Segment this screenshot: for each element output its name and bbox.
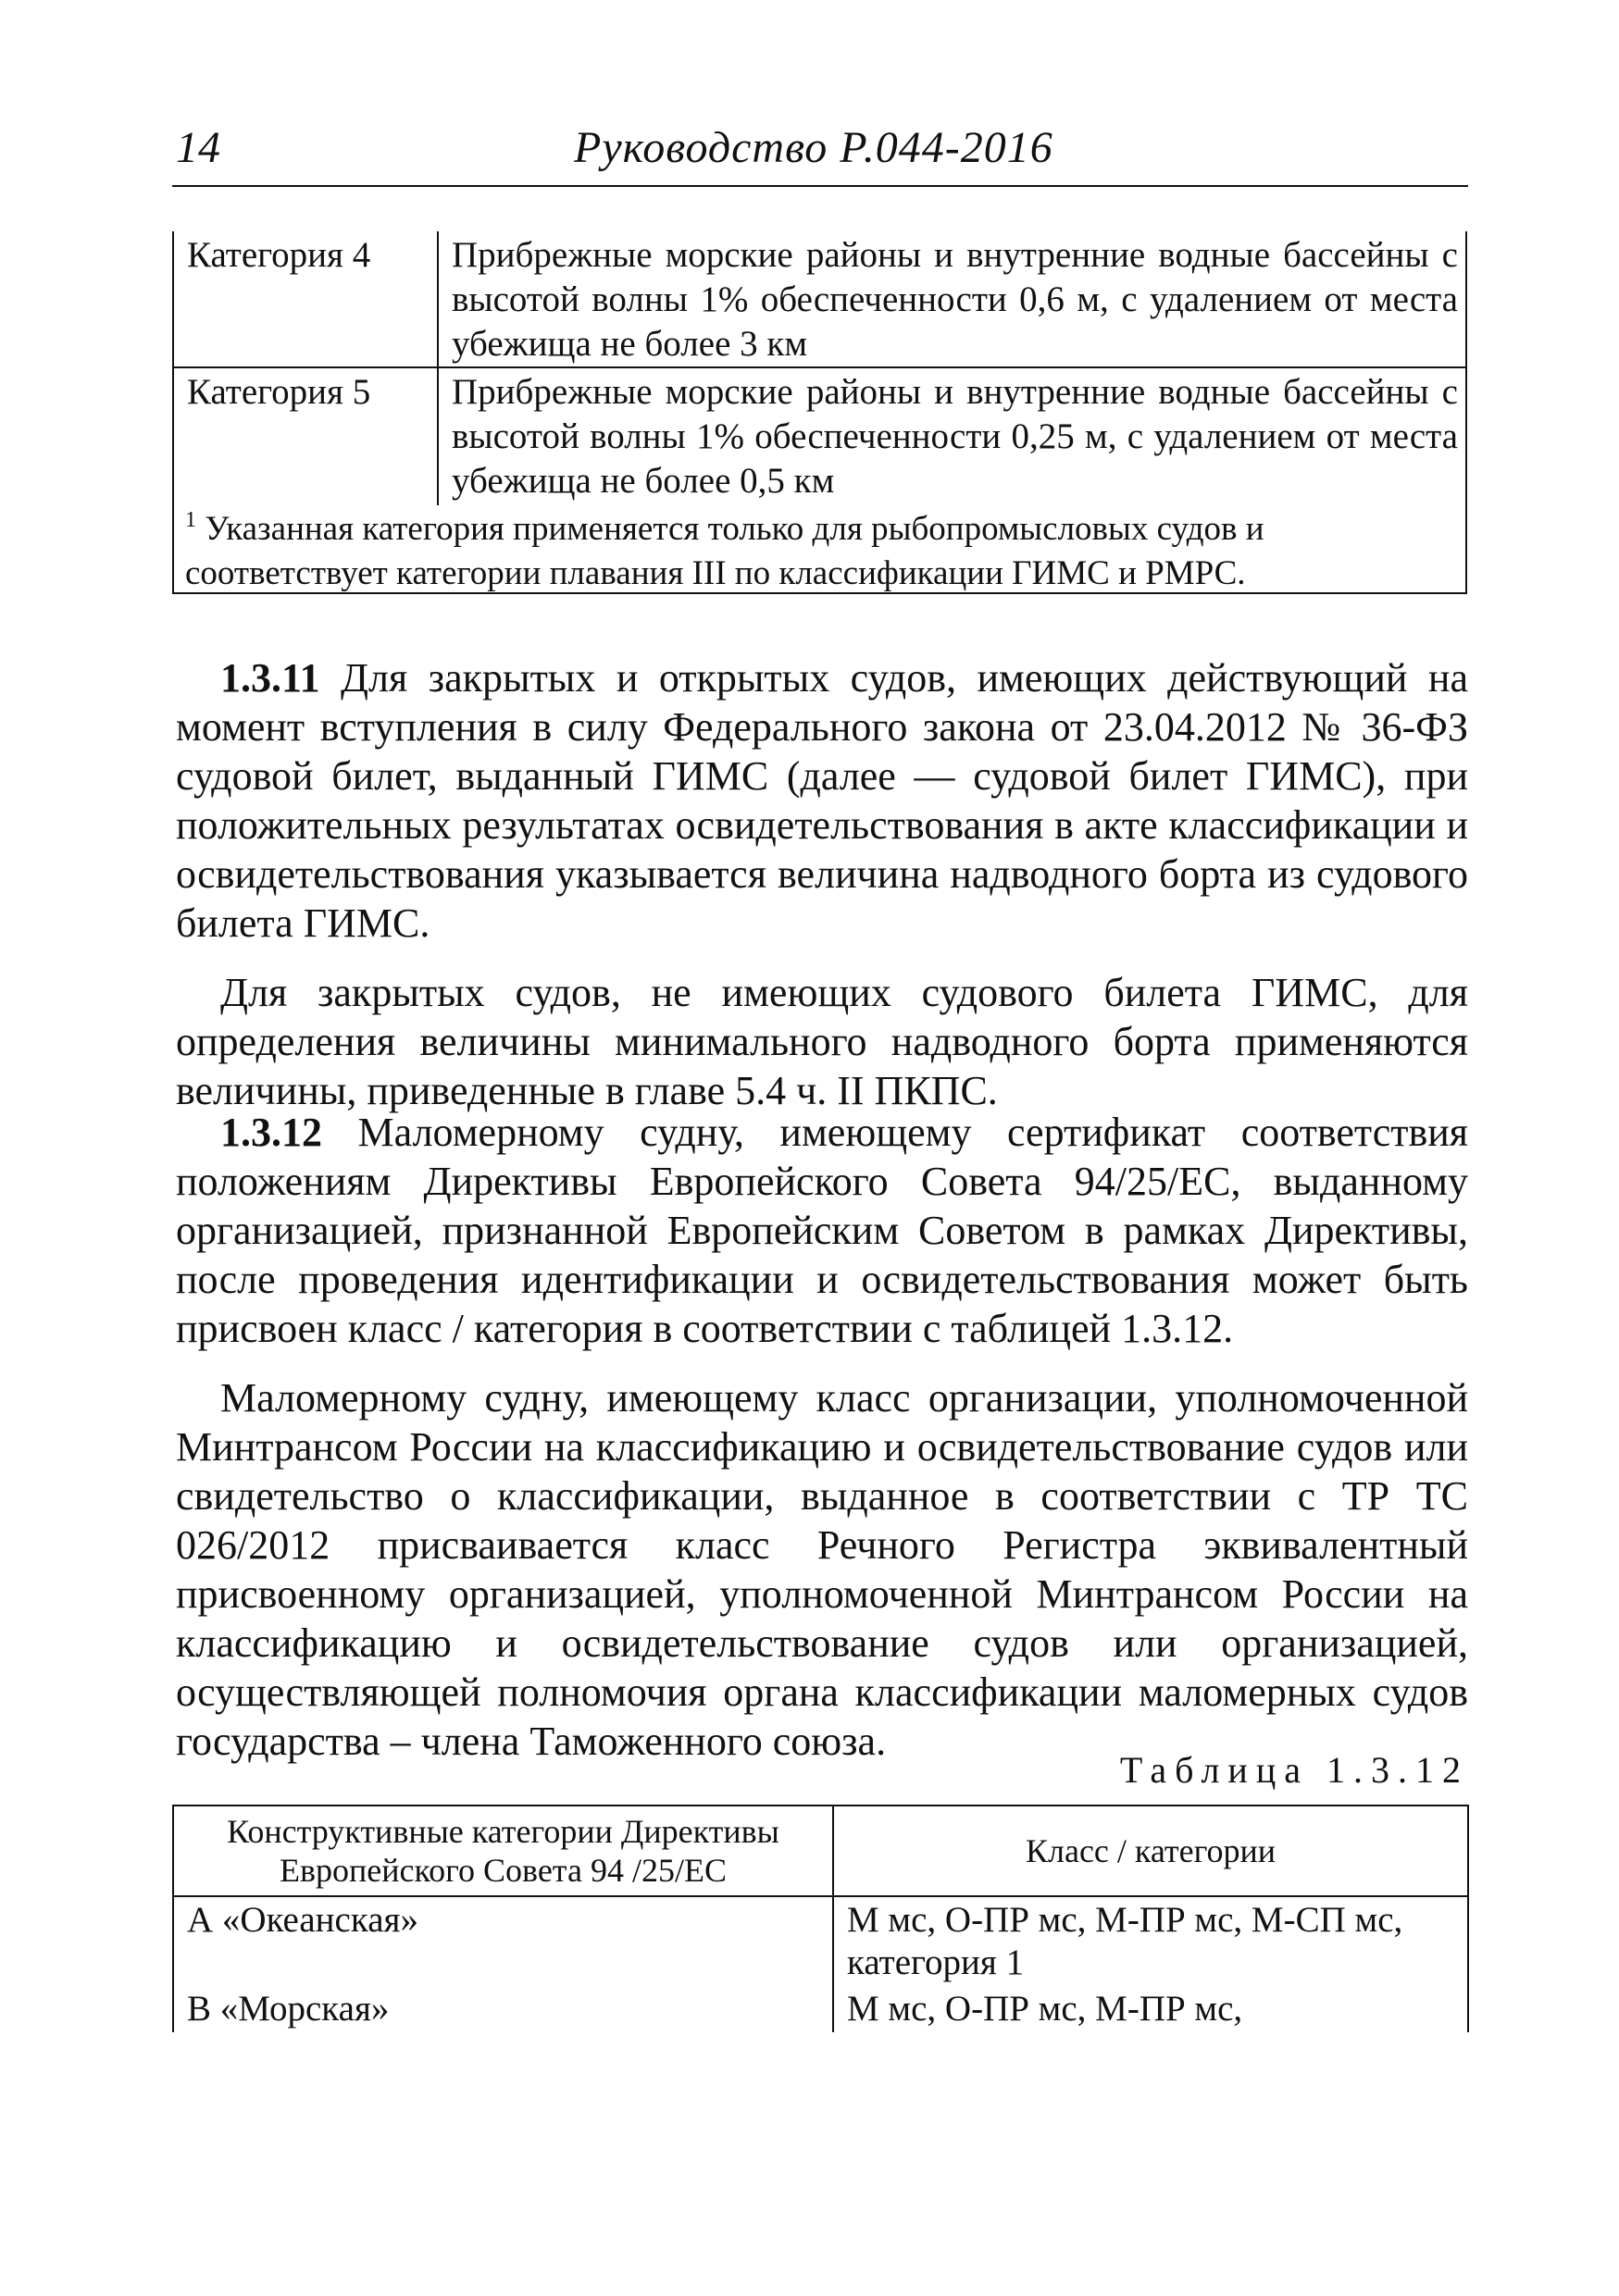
paragraph-text: Для закрытых и открытых судов, имеющих действующий на момент вступления в силу Федерального закона от 23.04.2012 № 36-ФЗ судовой билет, выданный ГИМС (далее — судовой билет ГИМС), при положительных результатах освидетельствования в акте классификации и освидетельствования указывается величина надводного борта из судового билета ГИМС. [176, 655, 1469, 946]
paragraph-text: Маломерному судну, имеющему класс организации, уполномоченной Минтрансом России на классификацию и освидетельствование судов или свидетельство о классификации, выданное в соответствии с ТР ТС 026/2012 присваивается класс Речного Регистра эквивалентный присвоенному организацией, уполномоченной Минтрансом России на классификацию и освидетельствование судов или организацией, осуществляющей полномочия органа классификации маломерных судов государства – члена Таможенного союза. [176, 1375, 1468, 1764]
paragraph [176, 1108, 1468, 1353]
column-header: Класс / категории [833, 1806, 1468, 1896]
category-cell: А «Океанская» [173, 1896, 833, 1986]
section-1-3-12 [176, 1108, 1468, 1766]
classes-cell: М мс, О-ПР мс, М-ПР мс, [833, 1986, 1468, 2032]
table-row [173, 1986, 1468, 2032]
table-row [173, 1896, 1468, 1986]
paragraph [176, 968, 1468, 1115]
section-1-3-11 [176, 653, 1468, 1115]
paragraph-text: Маломерному судну, имеющему сертификат соответствия положениям Директивы Европейского Совета 94/25/ЕС, выданному организацией, признанной Европейским Советом в рамках Директивы, после проведения идентификации и освидетельствования может быть присвоен класс / категория в соответствии с таблицей 1.3.12. [176, 1110, 1469, 1351]
paragraph-text: Для закрытых судов, не имеющих судового билета ГИМС, для определения величины минимального надводного борта применяются величины, приведенные в главе 5.4 ч. II ПКПС. [176, 970, 1468, 1113]
categories-table [172, 231, 1467, 602]
category-cell: Категория 5 [172, 367, 438, 505]
category-cell: Категория 4 [187, 235, 371, 275]
table-row [172, 367, 1467, 505]
table-caption: Таблица 1.3.12 [1119, 1749, 1469, 1791]
description-cell: Прибрежные морские районы и внутренние водные бассейны с высотой волны 1% обеспеченности 0,25 м, с удалением от места убежища не более 0,5 км [438, 367, 1467, 505]
classes-cell: М мс, О-ПР мс, М-ПР мс, М-СП мс, категория 1 [833, 1896, 1468, 1986]
column-header: Конструктивные категории Директивы Европейского Совета 94 /25/ЕС [173, 1806, 833, 1896]
page-number: 14 [176, 123, 220, 172]
table-header-row [173, 1806, 1468, 1896]
paragraph [176, 1373, 1468, 1766]
footnote-text: Указанная категория применяется только для рыбопромысловых судов и соответствует категории плавания III по классификации ГИМС и РМРС. [185, 510, 1264, 592]
paragraph [176, 653, 1468, 948]
header-rule [172, 185, 1468, 187]
table-1-3-12 [172, 1805, 1469, 2032]
footnote-row [172, 505, 1467, 602]
description-cell: Прибрежные морские районы и внутренние водные бассейны с высотой волны 1% обеспеченности 0,6 м, с удалением от места убежища не более 3 км [438, 231, 1467, 367]
table-footnote [172, 505, 1467, 602]
category-cell: В «Морская» [173, 1986, 833, 2032]
running-title: Руководство Р.044-2016 [574, 123, 1053, 172]
section-number: 1.3.12 [220, 1110, 322, 1155]
section-number: 1.3.11 [220, 655, 320, 701]
table-row [172, 231, 1467, 367]
footnote-mark: 1 [185, 508, 196, 532]
